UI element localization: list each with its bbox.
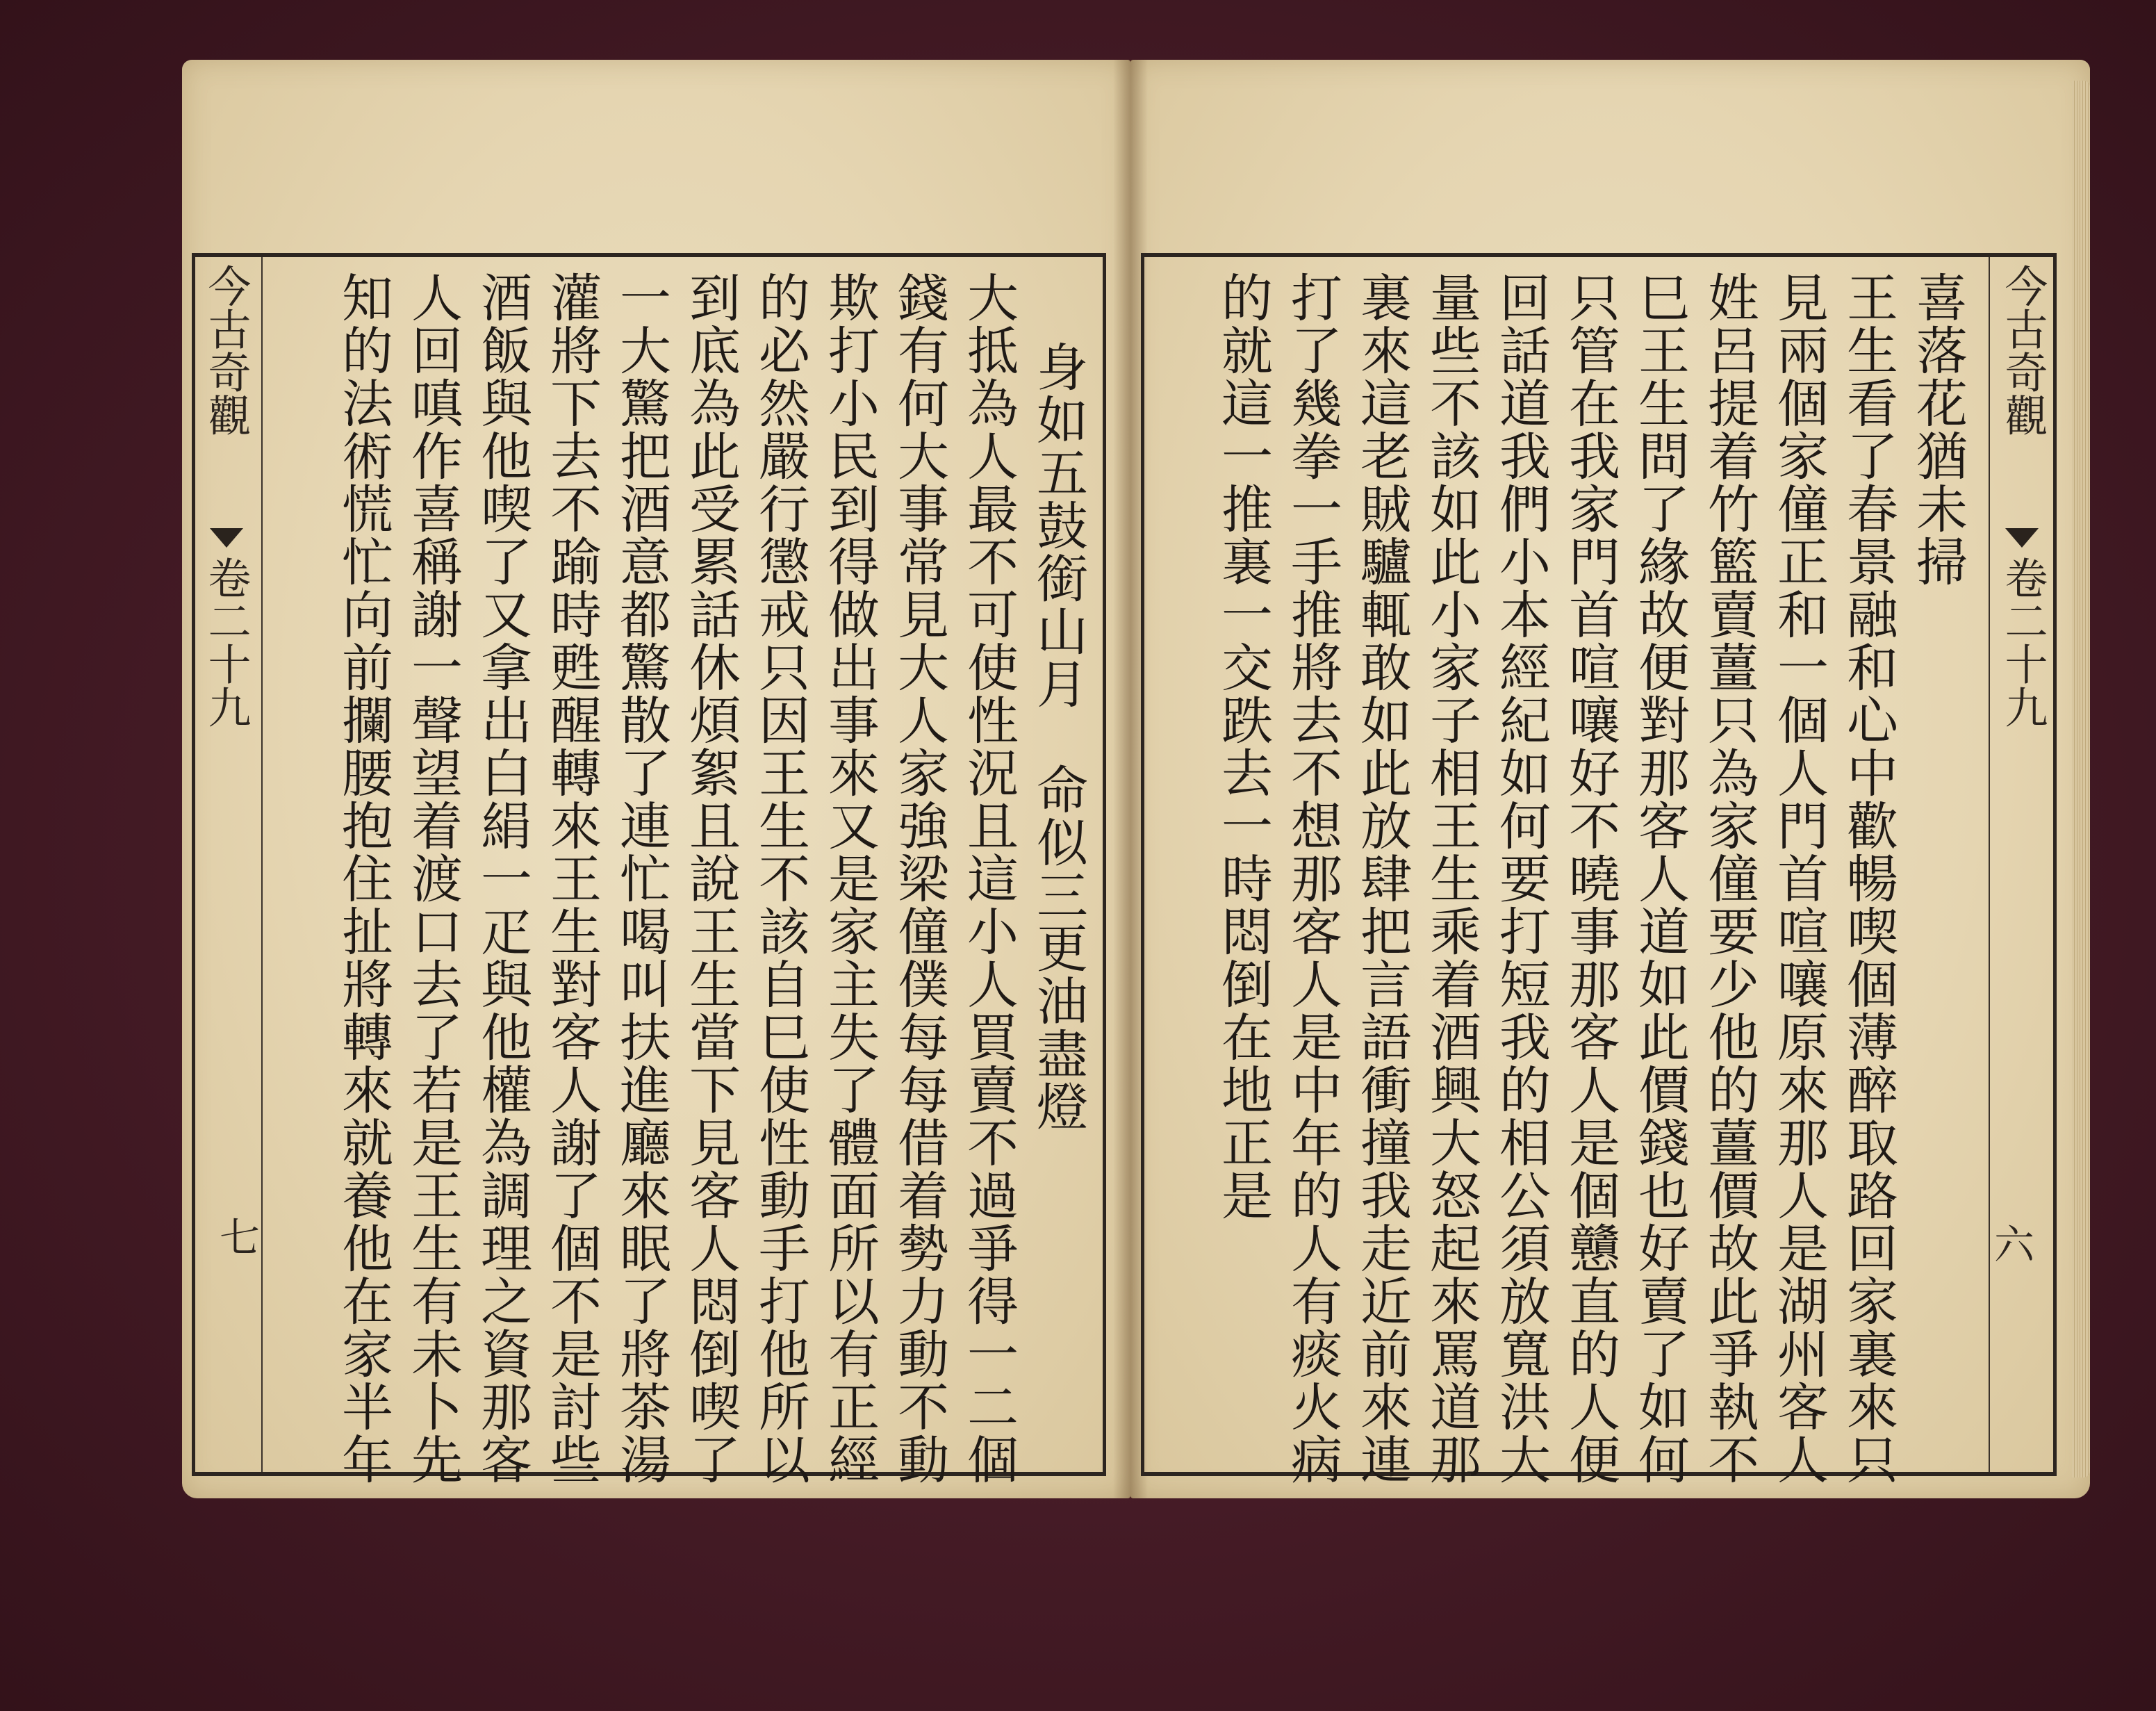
left-line-2: 大抵為人最不可使性況且這小人買賣不過爭得一二個 [959, 271, 1019, 1486]
right-line-6: 只管在我家門首喧嚷好不曉事那客人是個戇直的人便 [1561, 271, 1620, 1486]
left-line-9: 酒飯與他喫了又拿出白絹一疋與他權為調理之資那客 [472, 271, 532, 1486]
right-juan-label: 卷二十九 [1998, 556, 2048, 728]
left-line-8: 灌將下去不踰時甦醒轉來王生對客人謝了個不是討些 [542, 271, 602, 1486]
right-line-10: 打了幾拳一手推將去不想那客人是中年的人有痰火病 [1283, 271, 1342, 1486]
right-line-1: 喜落花猶未掃 [1908, 271, 1968, 588]
left-folio-number: 七 [213, 1216, 260, 1256]
page-edges [2072, 81, 2090, 1477]
right-line-5: 巳王生問了緣故便對那客人道如此價錢也好賣了如何 [1630, 271, 1690, 1486]
left-line-4: 欺打小民到得做出事來又是家主失了體面所以有正經 [820, 271, 880, 1486]
left-line-5: 的必然嚴行懲戒只因王生不該自巳使性動手打他所以 [750, 271, 810, 1486]
left-running-title: 今古奇觀 [201, 264, 252, 436]
right-running-title: 今古奇觀 [1998, 264, 2048, 436]
left-line-6: 到底為此受累話休煩絮且說王生當下見客人悶倒喫了 [681, 271, 741, 1486]
left-line-10: 人回嗔作喜稱謝一聲望着渡口去了若是王生有未卜先 [403, 271, 463, 1486]
right-line-11: 的就這一推裏一交跌去一時悶倒在地正是 [1213, 271, 1273, 1222]
right-line-8: 量些不該如此小家子相王生乘着酒興大怒起來罵道那 [1422, 271, 1481, 1486]
left-line-1: 身如五鼓銜山月 命似三更油盡燈 [1028, 341, 1088, 1133]
left-juan-label: 卷二十九 [201, 556, 252, 728]
left-fishtail-mark [210, 528, 243, 548]
open-book [182, 60, 2090, 1498]
right-line-4: 姓呂提着竹籃賣薑只為家僮要少他的薑價故此爭執不 [1700, 271, 1759, 1486]
right-line-2: 王生看了春景融和心中歡暢喫個薄醉取路回家裏來只 [1838, 271, 1898, 1486]
right-text-frame [1141, 253, 2057, 1486]
left-line-3: 錢有何大事常見大人家強梁僮僕每每借着勢力動不動 [889, 271, 949, 1486]
right-line-7: 回話道我們小本經紀如何要打短我的相公須放寬洪大 [1491, 271, 1551, 1486]
left-line-7: 一大驚把酒意都驚散了連忙喝叫扶進廳來眠了將茶湯 [611, 271, 671, 1486]
left-text-frame [192, 253, 1106, 1486]
right-fishtail-mark [2005, 528, 2039, 548]
right-line-3: 見兩個家僮正和一個人門首喧嚷原來那人是湖州客人 [1769, 271, 1829, 1486]
left-line-11: 知的法術慌忙向前攔腰抱住扯將轉來就養他在家半年 [334, 271, 393, 1486]
right-folio-number: 六 [1987, 1223, 2034, 1263]
right-line-9: 裏來這老賊驢輒敢如此放肆把言語衝撞我走近前來連 [1352, 271, 1412, 1486]
